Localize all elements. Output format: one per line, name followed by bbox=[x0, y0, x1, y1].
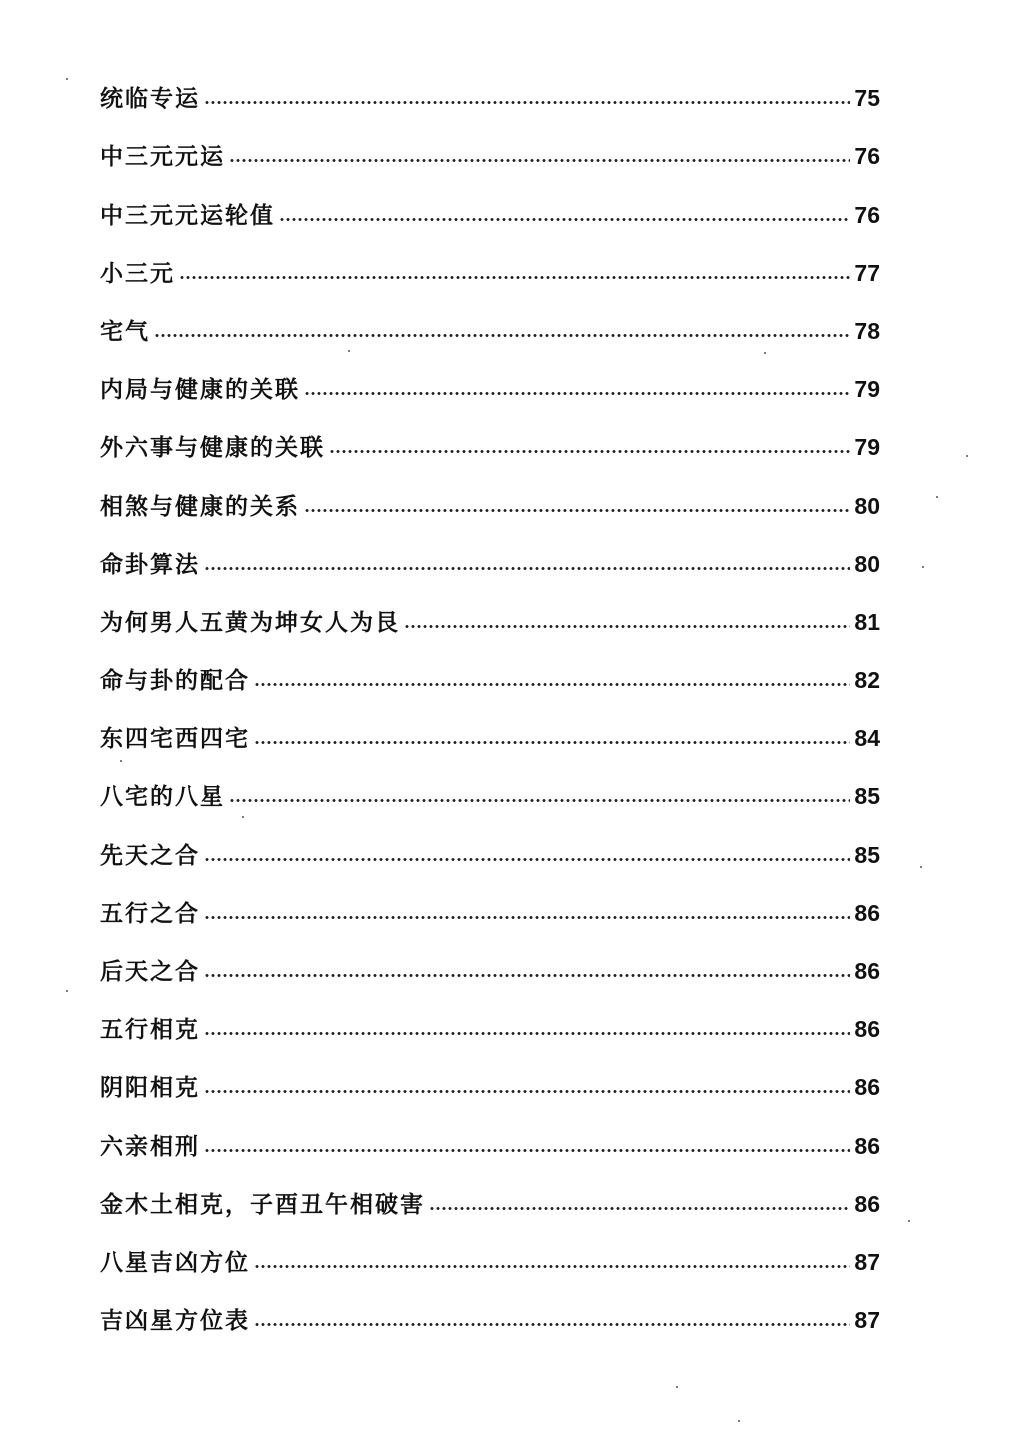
toc-entry-title: 阴阳相克 bbox=[100, 1074, 200, 1102]
dot-leader bbox=[279, 218, 850, 221]
toc-entry bbox=[100, 706, 880, 764]
toc-entry-page-number: 87 bbox=[854, 1307, 880, 1334]
toc-entry-title: 五行之合 bbox=[100, 899, 200, 927]
toc-entry-title: 命与卦的配合 bbox=[100, 667, 250, 695]
toc-entry-title: 后天之合 bbox=[100, 958, 200, 985]
toc-entry bbox=[100, 590, 880, 648]
dot-leader bbox=[304, 392, 850, 395]
toc-entry bbox=[100, 939, 880, 997]
scan-speck bbox=[908, 1220, 910, 1222]
scan-speck bbox=[66, 78, 68, 80]
toc-entry-page-number: 79 bbox=[854, 434, 880, 461]
scan-speck bbox=[922, 566, 924, 568]
toc-entry-title: 东四宅西四宅 bbox=[100, 725, 250, 753]
dot-leader bbox=[229, 159, 850, 162]
scan-speck bbox=[242, 816, 244, 818]
dot-leader bbox=[204, 1090, 850, 1093]
toc-entry-page-number: 80 bbox=[854, 492, 880, 519]
scan-speck bbox=[936, 496, 938, 498]
toc-entry-page-number: 86 bbox=[854, 899, 880, 926]
toc-entry-title: 中三元元运 bbox=[100, 143, 225, 171]
toc-entry-title: 统临专运 bbox=[100, 85, 200, 113]
scan-speck bbox=[738, 1420, 740, 1422]
toc-entry-page-number: 84 bbox=[854, 725, 880, 752]
toc-entry-page-number: 86 bbox=[854, 1190, 880, 1217]
toc-entry-title: 相煞与健康的关系 bbox=[100, 492, 300, 520]
dot-leader bbox=[304, 509, 850, 512]
toc-entry bbox=[100, 1230, 880, 1288]
toc-entry bbox=[100, 1055, 880, 1113]
toc-entry bbox=[100, 124, 880, 182]
toc-entry bbox=[100, 66, 880, 124]
dot-leader bbox=[204, 858, 850, 861]
toc-entry-page-number: 75 bbox=[854, 85, 880, 112]
dot-leader bbox=[204, 1149, 850, 1152]
toc-entry bbox=[100, 532, 880, 590]
toc-entry-title: 小三元 bbox=[100, 259, 175, 287]
toc-entry bbox=[100, 299, 880, 357]
toc-entry-page-number: 85 bbox=[854, 841, 880, 868]
toc-entry-title: 外六事与健康的关联 bbox=[100, 434, 325, 462]
table-of-contents bbox=[100, 66, 880, 1346]
toc-entry bbox=[100, 357, 880, 415]
toc-entry bbox=[100, 997, 880, 1055]
toc-entry-page-number: 77 bbox=[854, 259, 880, 286]
toc-entry-page-number: 80 bbox=[854, 550, 880, 577]
toc-entry-page-number: 82 bbox=[854, 667, 880, 694]
scan-speck bbox=[348, 350, 350, 352]
scan-speck bbox=[66, 990, 68, 992]
toc-entry-title: 金木土相克，子酉丑午相破害 bbox=[100, 1190, 425, 1218]
toc-entry bbox=[100, 764, 880, 822]
toc-entry bbox=[100, 648, 880, 706]
toc-entry-page-number: 87 bbox=[854, 1248, 880, 1275]
dot-leader bbox=[254, 1265, 850, 1268]
toc-entry bbox=[100, 822, 880, 880]
dot-leader bbox=[204, 567, 850, 570]
scan-speck bbox=[676, 1386, 678, 1388]
scan-speck bbox=[920, 866, 922, 868]
toc-entry-title: 先天之合 bbox=[100, 841, 200, 869]
dot-leader bbox=[204, 974, 850, 977]
dot-leader bbox=[229, 799, 850, 802]
toc-entry-title: 五行相克 bbox=[100, 1016, 200, 1044]
toc-entry-title: 六亲相刑 bbox=[100, 1132, 200, 1160]
toc-entry-page-number: 86 bbox=[854, 1016, 880, 1043]
dot-leader bbox=[204, 101, 850, 104]
toc-entry-title: 宅气 bbox=[100, 317, 150, 345]
dot-leader bbox=[404, 625, 850, 628]
scan-speck bbox=[764, 352, 766, 354]
dot-leader bbox=[254, 1323, 850, 1326]
toc-entry bbox=[100, 881, 880, 939]
toc-entry bbox=[100, 241, 880, 299]
toc-entry bbox=[100, 182, 880, 240]
scan-speck bbox=[120, 760, 122, 762]
toc-entry bbox=[100, 473, 880, 531]
toc-entry bbox=[100, 415, 880, 473]
toc-entry bbox=[100, 1172, 880, 1230]
toc-entry-page-number: 78 bbox=[854, 317, 880, 344]
dot-leader bbox=[204, 916, 850, 919]
toc-entry-page-number: 86 bbox=[854, 1132, 880, 1159]
dot-leader bbox=[204, 1032, 850, 1035]
toc-entry-title: 吉凶星方位表 bbox=[100, 1307, 250, 1335]
toc-entry bbox=[100, 1113, 880, 1171]
toc-entry-title: 内局与健康的关联 bbox=[100, 376, 300, 404]
toc-entry-page-number: 86 bbox=[854, 958, 880, 984]
scan-speck bbox=[966, 455, 968, 457]
dot-leader bbox=[254, 683, 850, 686]
toc-entry-page-number: 76 bbox=[854, 201, 880, 228]
toc-entry-title: 命卦算法 bbox=[100, 550, 200, 578]
toc-entry-title: 八星吉凶方位 bbox=[100, 1248, 250, 1276]
toc-entry-page-number: 81 bbox=[854, 608, 880, 635]
toc-entry-page-number: 79 bbox=[854, 376, 880, 403]
toc-entry-page-number: 85 bbox=[854, 783, 880, 810]
dot-leader bbox=[179, 276, 850, 279]
toc-entry bbox=[100, 1288, 880, 1346]
dot-leader bbox=[429, 1207, 850, 1210]
toc-entry-title: 为何男人五黄为坤女人为艮 bbox=[100, 608, 400, 636]
toc-entry-page-number: 86 bbox=[854, 1074, 880, 1101]
toc-entry-page-number: 76 bbox=[854, 143, 880, 170]
toc-entry-title: 八宅的八星 bbox=[100, 783, 225, 811]
dot-leader bbox=[329, 450, 850, 453]
toc-entry-title: 中三元元运轮值 bbox=[100, 201, 275, 229]
dot-leader bbox=[254, 741, 850, 744]
dot-leader bbox=[154, 334, 850, 337]
